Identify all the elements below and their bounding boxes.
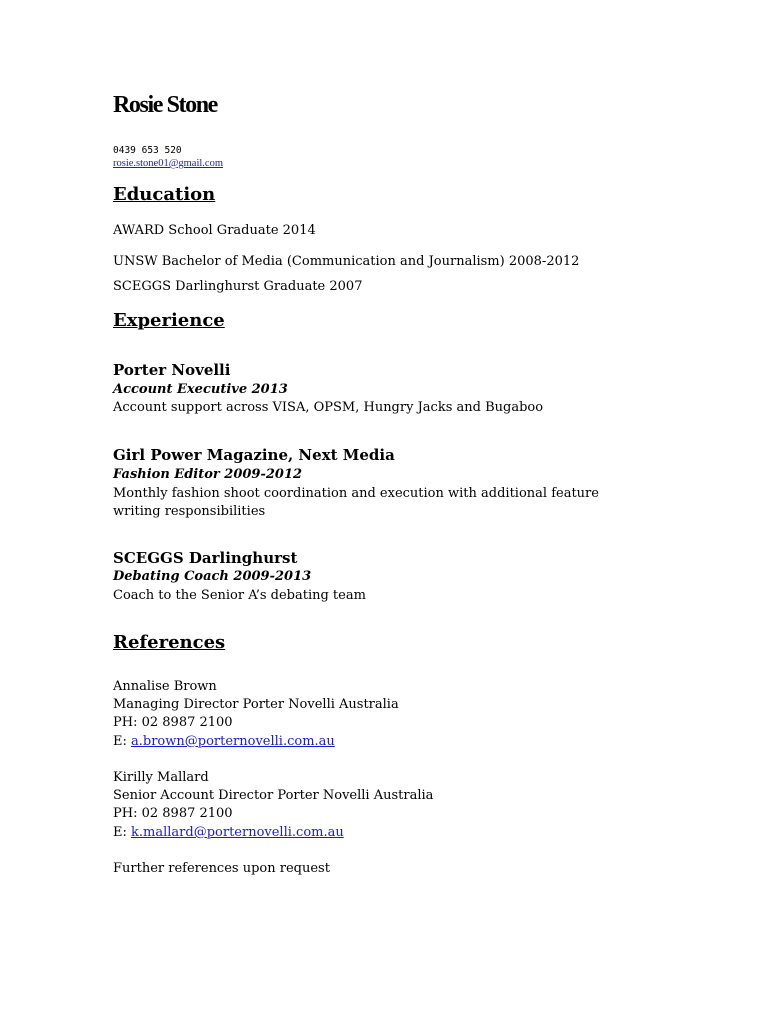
experience-heading: Experience	[113, 310, 225, 331]
reference-name: Annalise Brown	[113, 679, 217, 694]
reference-email-row	[113, 734, 335, 749]
education-heading: Education	[113, 184, 216, 205]
reference-title: Senior Account Director Porter Novelli Australia	[113, 788, 434, 803]
reference-email-link[interactable]: k.mallard@porternovelli.com.au	[131, 825, 344, 840]
job-organisation: SCEGGS Darlinghurst	[113, 549, 298, 567]
references-heading: References	[113, 632, 226, 653]
job-description: Monthly fashion shoot coordination and execution with additional feature writing responsibilities	[113, 486, 599, 519]
candidate-name: Rosie Stone	[113, 92, 217, 118]
reference-title: Managing Director Porter Novelli Australia	[113, 697, 399, 712]
references-footer: Further references upon request	[113, 861, 330, 876]
education-item: AWARD School Graduate 2014	[113, 223, 316, 238]
reference-email-link[interactable]: a.brown@porternovelli.com.au	[131, 734, 335, 749]
reference-name: Kirilly Mallard	[113, 770, 209, 785]
job-role: Fashion Editor 2009-2012	[113, 467, 303, 482]
reference-phone: PH: 02 8987 2100	[113, 715, 233, 730]
reference-phone: PH: 02 8987 2100	[113, 806, 233, 821]
reference-email-prefix: E:	[113, 734, 132, 749]
contact-phone: 0439 653 520	[113, 145, 182, 156]
job-description: Account support across VISA, OPSM, Hungry Jacks and Bugaboo	[113, 400, 544, 415]
education-item: SCEGGS Darlinghurst Graduate 2007	[113, 279, 363, 294]
contact-email-link[interactable]: rosie.stone01@gmail.com	[113, 158, 223, 169]
job-role: Account Executive 2013	[113, 382, 288, 397]
job-organisation: Porter Novelli	[113, 361, 231, 379]
reference-email-row	[113, 825, 344, 840]
job-description: Coach to the Senior A’s debating team	[113, 588, 366, 603]
job-role: Debating Coach 2009-2013	[113, 569, 312, 584]
reference-email-prefix: E:	[113, 825, 132, 840]
job-organisation: Girl Power Magazine, Next Media	[113, 446, 395, 464]
education-item: UNSW Bachelor of Media (Communication and Journalism) 2008-2012	[113, 254, 580, 269]
